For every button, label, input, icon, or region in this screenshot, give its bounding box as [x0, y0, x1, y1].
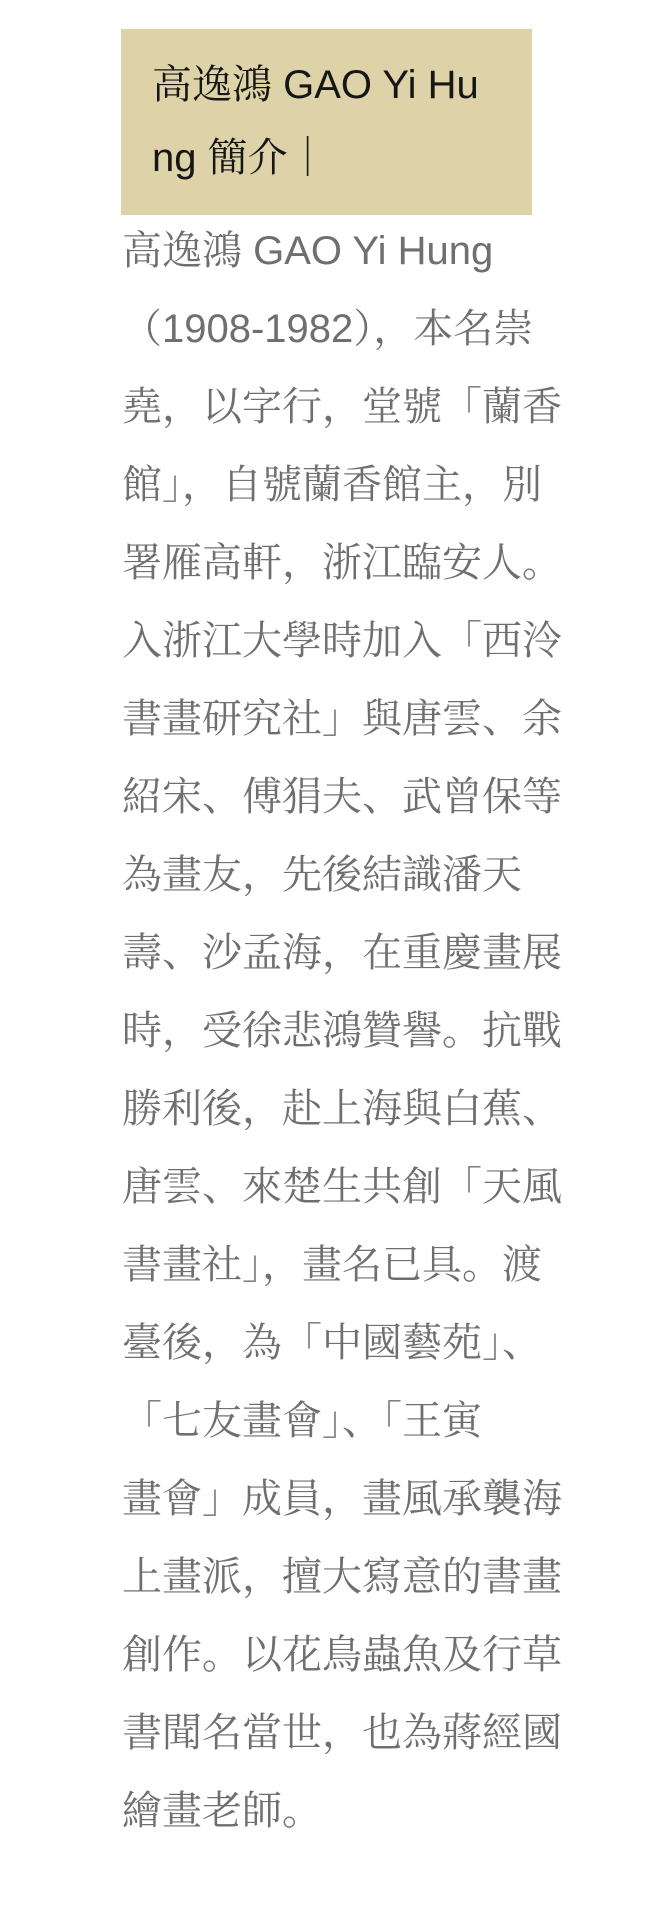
bio-line: 入浙江大學時加入「西泠 [122, 619, 562, 663]
bio-line: 館」，自號蘭香館主，別 [122, 463, 542, 507]
bio-line: 繪畫老師。 [122, 1789, 322, 1833]
bio-line: 高逸鴻 GAO Yi Hung [122, 229, 494, 273]
title-line-1: 高逸鴻 GAO Yi Hu [152, 63, 479, 107]
bio-line: 創作。以花鳥蟲魚及行草 [122, 1633, 562, 1677]
bio-line: 堯，以字行，堂號「蘭香 [122, 385, 562, 429]
title-banner [121, 29, 532, 215]
bio-line: 書畫研究社」與唐雲、余 [122, 697, 562, 741]
bio-line: 署雁高軒，浙江臨安人。 [122, 541, 562, 585]
bio-line: 時，受徐悲鴻贊譽。抗戰 [122, 1009, 562, 1053]
bio-line: 壽、沙孟海，在重慶畫展 [122, 931, 562, 975]
bio-line: 上畫派，擅大寫意的書畫 [122, 1555, 562, 1599]
bio-line: 紹宋、傅狷夫、武曾保等 [122, 775, 562, 819]
title-line-2: ng 簡介｜ [152, 136, 328, 180]
bio-line: 為畫友，先後結識潘天 [122, 853, 522, 897]
bio-line: 勝利後，赴上海與白蕉、 [122, 1087, 562, 1131]
bio-line: 書聞名當世，也為蔣經國 [122, 1711, 562, 1755]
biography-paragraph [122, 212, 582, 1850]
bio-line: 畫會」成員，畫風承襲海 [122, 1477, 562, 1521]
bio-line: 「七友畫會」、「王寅 [122, 1399, 482, 1443]
bio-line: 臺後，為「中國藝苑」、 [122, 1321, 542, 1365]
bio-line: 書畫社」，畫名已具。渡 [122, 1243, 542, 1287]
bio-line: 唐雲、來楚生共創「天風 [122, 1165, 562, 1209]
bio-line: （1908-1982），本名崇 [122, 307, 534, 351]
